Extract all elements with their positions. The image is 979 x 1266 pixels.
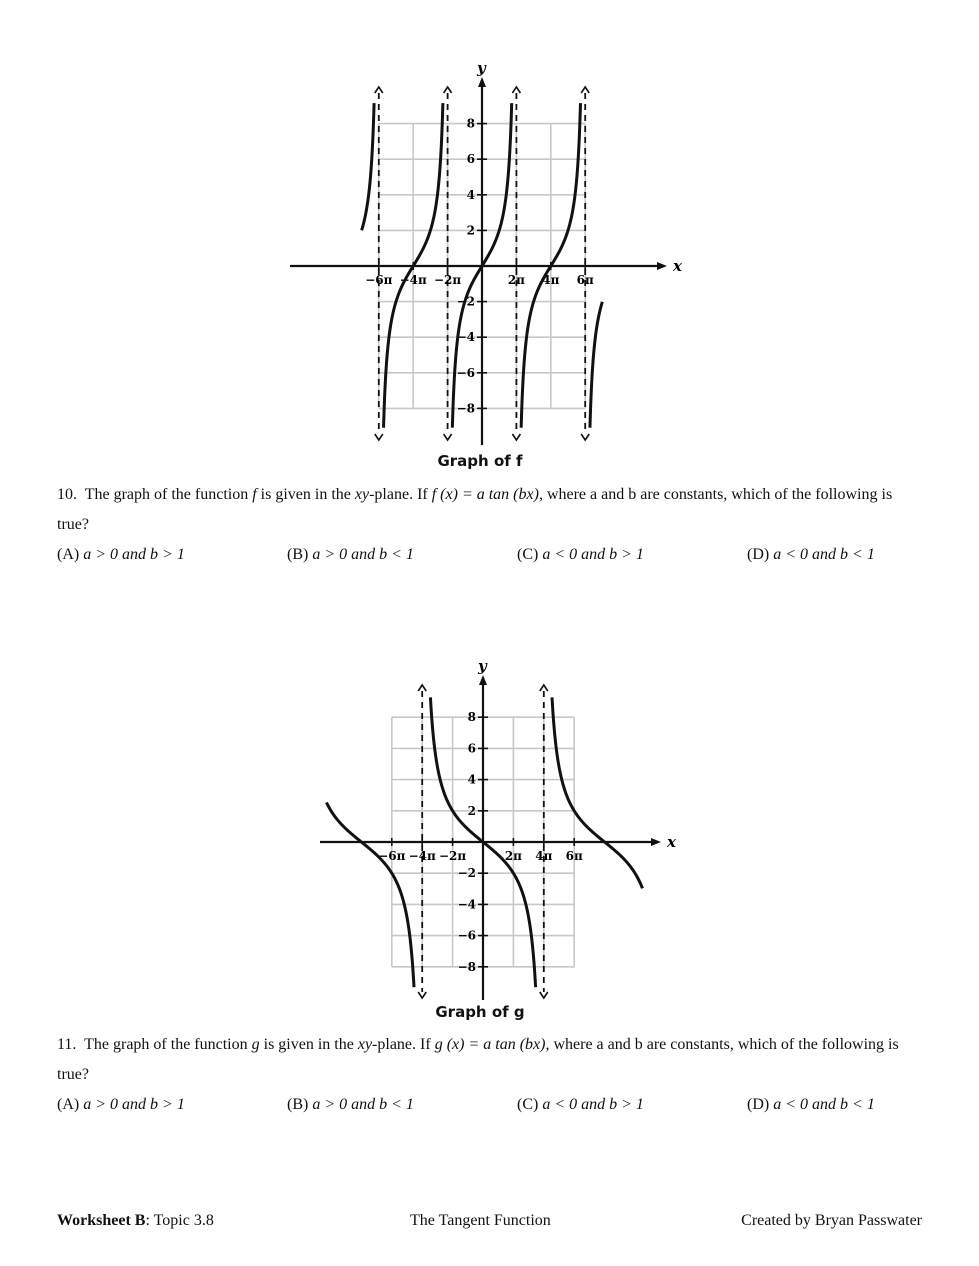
graph-f-title: Graph of f <box>437 452 523 470</box>
plane-variable: xy <box>357 1036 373 1053</box>
y-tick-label: −2 <box>457 866 476 881</box>
asymptote-arrow-up <box>512 87 520 93</box>
y-tick-label: −4 <box>456 330 475 345</box>
x-axis-arrow <box>657 262 667 270</box>
x-tick-label: 4π <box>535 849 553 863</box>
question-number: 11. <box>57 1036 77 1053</box>
plane-variable: xy <box>354 486 370 503</box>
question-11 <box>57 1030 927 1090</box>
y-tick-label: 2 <box>467 803 476 818</box>
footer-center: The Tangent Function <box>410 1212 551 1229</box>
plane-word: -plane. If <box>369 486 428 503</box>
choice-b[interactable]: (B) a > 0 and b < 1 <box>287 546 414 563</box>
y-tick-label: 6 <box>467 741 476 756</box>
x-tick-label: −2π <box>434 273 462 287</box>
y-tick-label: −8 <box>456 401 475 416</box>
asymptote-arrow-down <box>375 434 383 440</box>
asymptote-arrow-up <box>418 685 426 691</box>
graph-g <box>315 657 676 1005</box>
y-axis-label: y <box>477 59 486 77</box>
choice-b[interactable]: (B) a > 0 and b < 1 <box>287 1096 414 1113</box>
x-tick-label: 2π <box>507 273 525 287</box>
y-tick-label: 2 <box>466 223 475 238</box>
y-tick-label: −4 <box>457 897 476 912</box>
choice-d[interactable]: (D) a < 0 and b < 1 <box>747 546 875 563</box>
asymptote-arrow-up <box>444 87 452 93</box>
y-tick-label: 4 <box>467 772 476 787</box>
curve-branch <box>326 802 414 987</box>
choice-c[interactable]: (C) a < 0 and b > 1 <box>517 546 644 563</box>
asymptote-arrow-down <box>418 992 426 998</box>
graph-g-title: Graph of g <box>435 1003 525 1021</box>
y-axis-label: y <box>478 657 487 675</box>
x-tick-label: 6π <box>576 273 594 287</box>
asymptote-arrow-up <box>540 685 548 691</box>
choice-c[interactable]: (C) a < 0 and b > 1 <box>517 1096 644 1113</box>
x-axis-label: x <box>673 257 682 275</box>
x-tick-label: −4π <box>408 849 436 863</box>
question-text-mid: is given in the <box>263 1036 354 1053</box>
question-10 <box>57 480 927 540</box>
equation: f (x) = a tan (bx), <box>431 486 543 503</box>
choice-a[interactable]: (A) a > 0 and b > 1 <box>57 546 185 563</box>
y-tick-label: −8 <box>457 959 476 974</box>
x-tick-label: −6π <box>378 849 406 863</box>
x-tick-label: 6π <box>565 849 583 863</box>
x-tick-label: 4π <box>542 273 560 287</box>
x-axis-label: x <box>667 833 676 851</box>
plane-word: -plane. If <box>372 1036 431 1053</box>
y-tick-label: 8 <box>466 116 475 131</box>
curve-branch <box>590 302 602 428</box>
asymptote-arrow-down <box>444 434 452 440</box>
question-text-end: where a and b are constants, which of the following is true? <box>57 1036 899 1083</box>
y-tick-label: −2 <box>456 294 475 309</box>
y-axis-arrow <box>479 675 487 685</box>
graph-f <box>285 59 705 455</box>
y-tick-label: −6 <box>457 928 476 943</box>
footer-right: Created by Bryan Passwater <box>741 1212 922 1229</box>
question-number: 10. <box>57 486 77 503</box>
y-tick-label: 6 <box>466 152 475 167</box>
question-text-end: where a and b are constants, which of the following is true? <box>57 486 893 533</box>
question-text-mid: is given in the <box>260 486 351 503</box>
x-tick-label: −4π <box>399 273 427 287</box>
footer-left: Worksheet B: Topic 3.8 <box>57 1212 214 1229</box>
y-tick-label: −6 <box>456 365 475 380</box>
x-axis-arrow <box>651 838 661 846</box>
choice-d[interactable]: (D) a < 0 and b < 1 <box>747 1096 875 1113</box>
asymptote-arrow-up <box>375 87 383 93</box>
asymptote-arrow-down <box>512 434 520 440</box>
question-text-start: The graph of the function <box>84 486 249 503</box>
y-tick-label: 4 <box>466 187 475 202</box>
equation: g (x) = a tan (bx), <box>434 1036 550 1053</box>
function-name: g <box>251 1036 260 1053</box>
x-tick-label: 2π <box>504 849 522 863</box>
question-text-start: The graph of the function <box>84 1036 248 1053</box>
graph-g-plot <box>315 657 676 1005</box>
curve-branch <box>362 103 374 230</box>
graph-f-plot <box>285 59 705 455</box>
x-tick-label: −6π <box>365 273 393 287</box>
answer-choices-11 <box>57 1096 937 1120</box>
answer-choices-10 <box>57 546 937 570</box>
asymptote-arrow-down <box>581 434 589 440</box>
y-tick-label: 8 <box>467 710 476 725</box>
asymptote-arrow-down <box>540 992 548 998</box>
asymptote-arrow-up <box>581 87 589 93</box>
x-tick-label: −2π <box>439 849 467 863</box>
y-axis-arrow <box>478 77 486 87</box>
function-name: f <box>252 486 257 503</box>
choice-a[interactable]: (A) a > 0 and b > 1 <box>57 1096 185 1113</box>
